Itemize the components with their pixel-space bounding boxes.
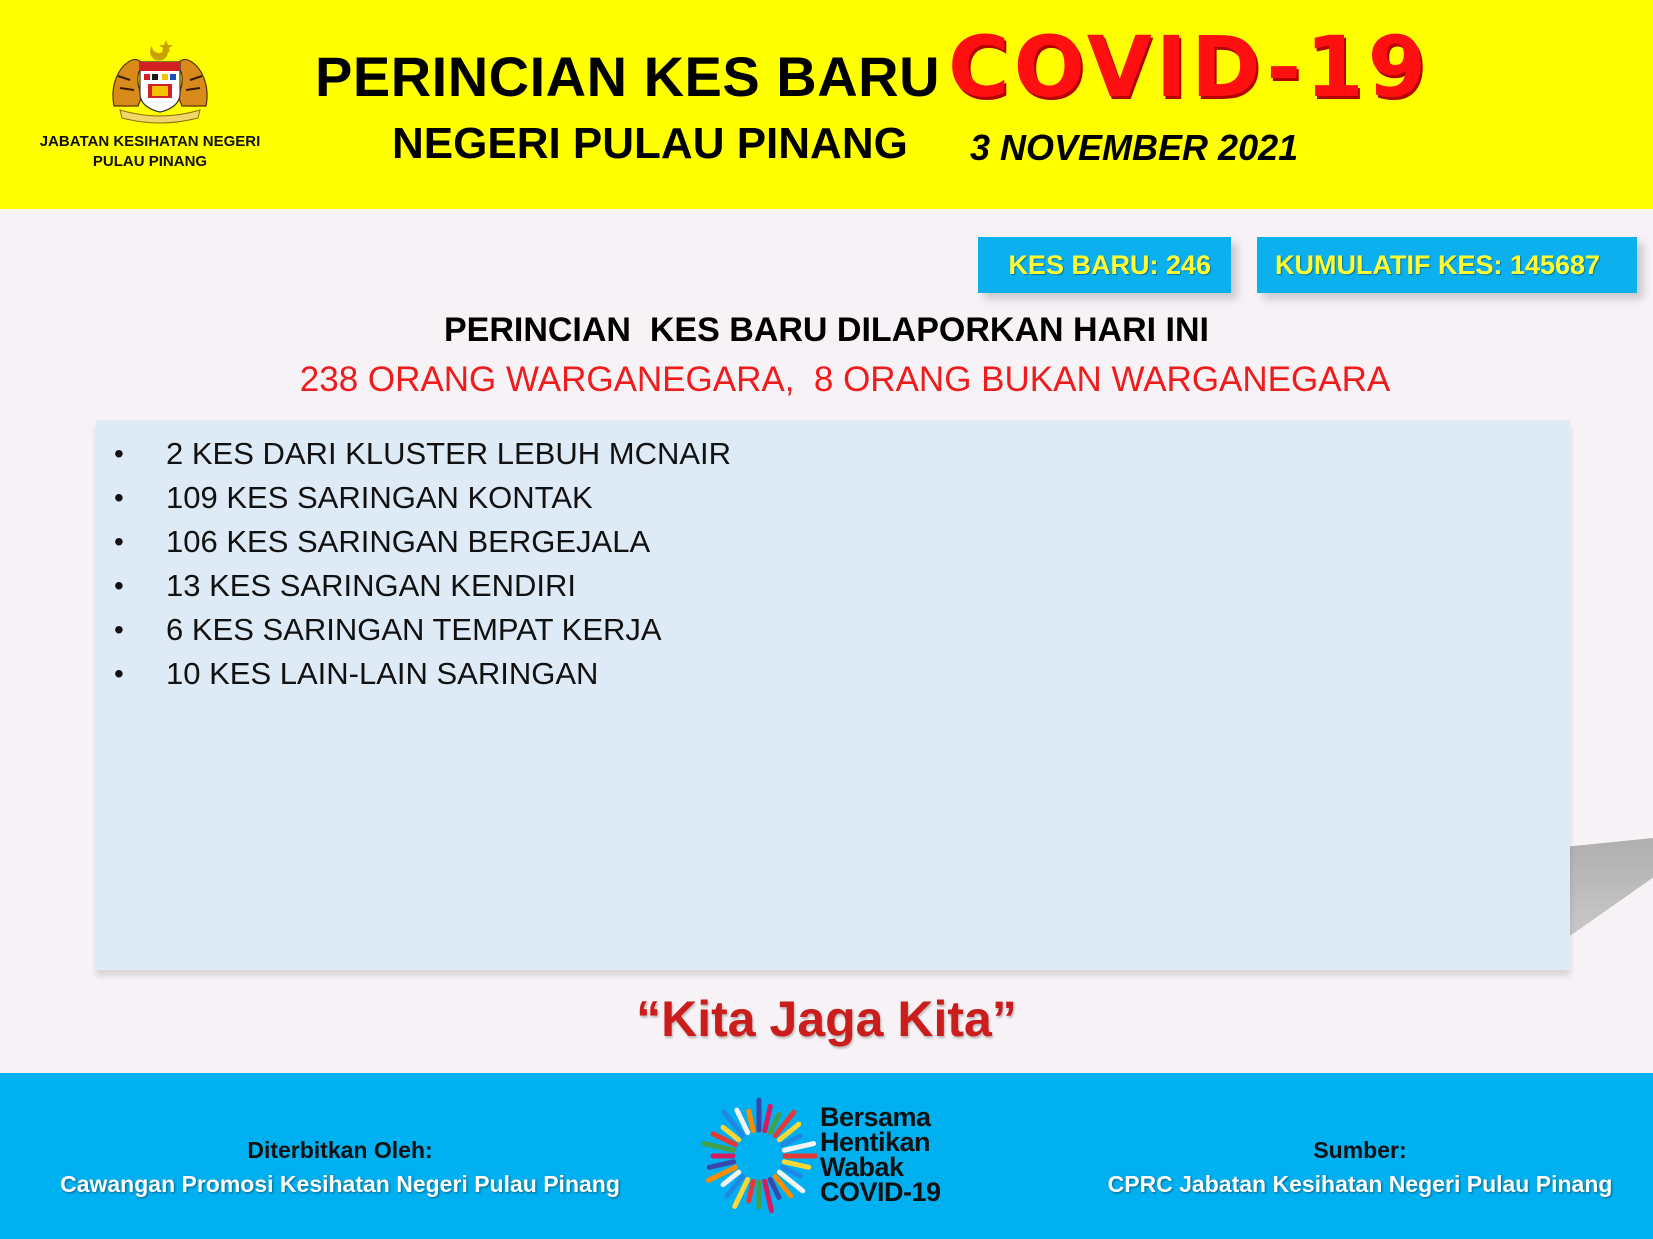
footer-banner (0, 1073, 1653, 1239)
source-info (1080, 1133, 1640, 1201)
summary-heading: PERINCIAN KES BARU DILAPORKAN HARI INI (443, 311, 1210, 349)
burst-ray (765, 1106, 771, 1130)
burst-ray (749, 1111, 753, 1130)
department-logo (20, 36, 280, 176)
state-name: NEGERI PULAU PINANG (392, 119, 908, 168)
page-title: PERINCIAN KES BARU (315, 45, 941, 108)
campaign-line: COVID-19 (820, 1177, 941, 1207)
publisher-label: Diterbitkan Oleh: (247, 1137, 433, 1163)
campaign-burst-icon (700, 1097, 818, 1215)
department-name: JABATAN KESIHATAN NEGERI PULAU PINANG (39, 133, 261, 170)
case-breakdown-item: 6 KES SARINGAN TEMPAT KERJA (166, 612, 662, 647)
burst-ray (749, 1181, 753, 1200)
coat-of-arms-icon (100, 36, 220, 124)
campaign-logo (700, 1097, 970, 1217)
case-breakdown-item: 10 KES LAIN-LAIN SARINGAN (166, 656, 599, 691)
new-cases-badge (978, 237, 1231, 293)
bullet-icon: • (114, 614, 124, 645)
header-banner (0, 0, 1653, 209)
bullet-icon: • (114, 482, 124, 513)
campaign-line: Hentikan (820, 1127, 931, 1157)
case-breakdown-item: 2 KES DARI KLUSTER LEBUH MCNAIR (166, 436, 732, 471)
covid-title-highlight: COVID-19 (948, 18, 1431, 116)
case-breakdown-item: 13 KES SARINGAN KENDIRI (166, 568, 577, 603)
bullet-icon: • (114, 438, 124, 469)
publisher-info (40, 1133, 640, 1201)
slogan: “Kita Jaga Kita” (636, 991, 1017, 1047)
campaign-line: Bersama (820, 1102, 931, 1132)
new-cases-label: KES BARU: 246 (1008, 250, 1211, 280)
report-date: 3 NOVEMBER 2021 (970, 127, 1299, 168)
case-breakdown-item: 109 KES SARINGAN KONTAK (166, 480, 593, 515)
burst-ray (784, 1162, 808, 1168)
burst-ray (704, 1144, 733, 1151)
bullet-icon: • (114, 570, 124, 601)
case-breakdown-item: 106 KES SARINGAN BERGEJALA (166, 524, 651, 559)
burst-ray (784, 1144, 813, 1151)
source-name: CPRC Jabatan Kesihatan Negeri Pulau Pinang (1107, 1171, 1613, 1197)
bullet-icon: • (114, 658, 124, 689)
cumulative-cases-badge (1257, 237, 1637, 293)
cumulative-cases-label: KUMULATIF KES: 145687 (1275, 250, 1601, 280)
publisher-name: Cawangan Promosi Kesihatan Negeri Pulau Pinang (60, 1171, 620, 1197)
campaign-line: Wabak (820, 1152, 904, 1182)
burst-ray (709, 1162, 733, 1168)
source-label: Sumber: (1313, 1137, 1407, 1163)
campaign-text (820, 1102, 941, 1207)
burst-ray (765, 1181, 772, 1210)
case-breakdown-panel (96, 420, 1570, 970)
bullet-icon: • (114, 526, 124, 557)
nationality-breakdown: 238 ORANG WARGANEGARA, 8 ORANG BUKAN WARGANEGARA (299, 360, 1391, 399)
